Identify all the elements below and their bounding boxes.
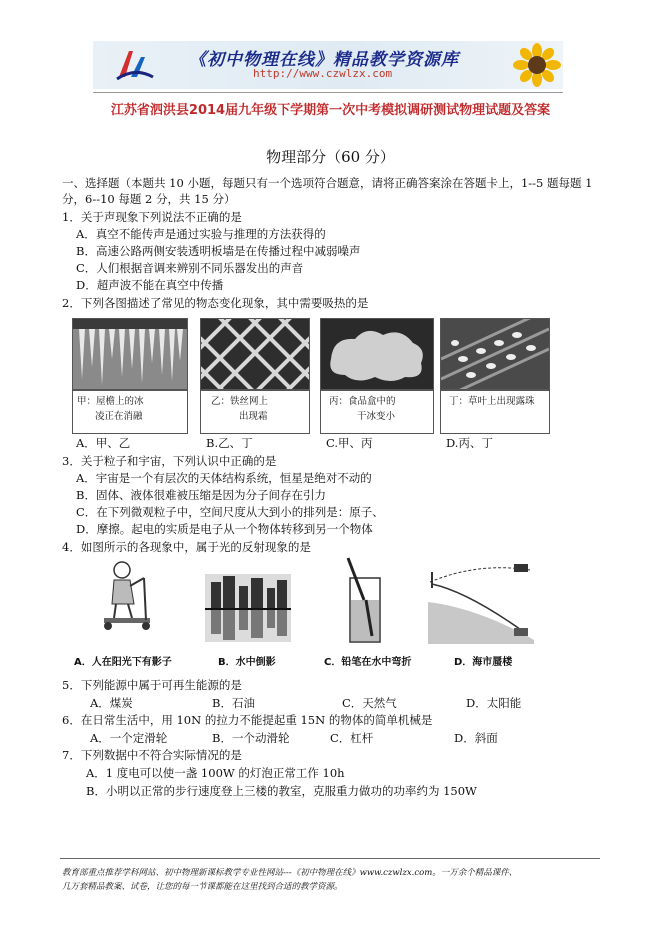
q2-option-a: A．甲、乙 — [76, 436, 131, 450]
q1-option-c: C．人们根据音调来辨别不同乐器发出的声音 — [76, 261, 304, 275]
q2-option-d: D.丙、丁 — [446, 436, 493, 450]
q2-caption-box-1 — [72, 390, 188, 434]
q5-option-b: B．石油 — [212, 696, 255, 710]
q2-caption-1-line-1: 甲：屋檐上的冰 — [77, 396, 144, 407]
banner-url[interactable]: http://www.czwlzx.com — [253, 67, 393, 80]
q1-stem: 1．关于声现象下列说法不正确的是 — [62, 210, 242, 224]
q1-option-a: A．真空不能传声是通过实验与推理的方法获得的 — [76, 227, 326, 241]
q2-caption-2-line-2: 出现霜 — [239, 411, 268, 422]
q2-caption-3-line-2: 干冰变小 — [357, 411, 396, 422]
q3-option-c: C．在下列微观粒子中，空间尺度从大到小的排列是：原子、 — [76, 505, 384, 519]
q4-figure-pencil-in-water — [344, 556, 386, 644]
q5-option-c: C．天然气 — [342, 696, 397, 710]
document-title: 江苏省泗洪县2014届九年级下学期第一次中考模拟调研测试物理试题及答案 — [110, 103, 551, 118]
q2-option-b: B.乙、丁 — [206, 436, 253, 450]
q3-option-a: A．宇宙是一个有层次的天体结构系统，恒星是绝对不动的 — [76, 471, 372, 485]
q4-caption-c: C．铅笔在水中弯折 — [324, 657, 412, 668]
q3-option-b: B．固体、液体很难被压缩是因为分子间存在引力 — [76, 488, 326, 502]
q5-option-a: A．煤炭 — [90, 696, 133, 710]
q2-caption-2-line-1: 乙：铁丝网上 — [211, 396, 269, 407]
q6-option-a: A．一个定滑轮 — [90, 731, 168, 745]
q7-option-a: A．1 度电可以使一盏 100W 的灯泡正常工作 10h — [86, 766, 345, 780]
q1-option-d: D．超声波不能在真空中传播 — [76, 278, 224, 292]
q4-caption-a: A．人在阳光下有影子 — [74, 657, 172, 668]
q7-stem: 7．下列数据中不符合实际情况的是 — [62, 748, 242, 762]
q2-photo-frost-fence — [200, 318, 310, 390]
q5-stem: 5．下列能源中属于可再生能源的是 — [62, 678, 242, 692]
q4-figure-mirage — [428, 562, 534, 644]
q4-figure-child-shadow — [96, 560, 158, 632]
q6-option-c: C．杠杆 — [330, 731, 374, 745]
instructions-line-1: 一、选择题（本题共 10 小题，每题只有一个选项符合题意，请将正确答案涂在答题卡上，1--5 题每题 1 — [62, 176, 593, 190]
q2-stem: 2．下列各图描述了常见的物态变化现象，其中需要吸热的是 — [62, 296, 369, 310]
banner-title: 《初中物理在线》精品教学资源库 — [189, 50, 459, 70]
q5-option-d: D．太阳能 — [466, 696, 522, 710]
section-title: 物理部分（60 分） — [266, 148, 395, 166]
q2-photo-dew-grass — [440, 318, 550, 390]
q6-option-d: D．斜面 — [454, 731, 498, 745]
q4-caption-d: D．海市蜃楼 — [454, 657, 513, 668]
instructions-line-2: 分，6--10 每题 2 分，共 15 分） — [62, 192, 236, 206]
q3-option-d: D．摩擦。起电的实质是电子从一个物体转移到另一个物体 — [76, 522, 373, 536]
q2-caption-box-4 — [440, 390, 550, 434]
q2-caption-1-line-2: 凌正在消融 — [95, 411, 143, 422]
q2-caption-box-2 — [200, 390, 310, 434]
q6-stem: 6．在日常生活中，用 10N 的拉力不能提起重 15N 的物体的简单机械是 — [62, 713, 433, 727]
header-banner — [93, 41, 563, 89]
q1-option-b: B．高速公路两侧安装透明板墙是在传播过程中减弱噪声 — [76, 244, 361, 258]
q4-stem: 4．如图所示的各现象中，属于光的反射现象的是 — [62, 540, 311, 554]
q2-caption-3-line-1: 丙：食品盒中的 — [329, 396, 396, 407]
q2-option-c: C.甲、丙 — [326, 436, 373, 450]
q2-caption-4-line-1: 丁：草叶上出现露珠 — [449, 396, 535, 407]
footer-line-1: 教育部重点推荐学科网站、初中物理新课标教学专业性网站---《初中物理在线》www.czwlzx.com。一万余个精品课件、 — [62, 868, 518, 878]
footer-divider — [60, 858, 600, 859]
q2-photo-dry-ice — [320, 318, 434, 390]
q2-caption-box-3 — [320, 390, 434, 434]
header-divider — [93, 92, 563, 93]
q7-option-b: B．小明以正常的步行速度登上三楼的教室，克服重力做功的功率约为 150W — [86, 784, 477, 798]
q6-option-b: B．一个动滑轮 — [212, 731, 290, 745]
q2-photo-icicles — [72, 318, 188, 390]
sunflower-icon — [513, 43, 561, 87]
q3-stem: 3．关于粒子和宇宙，下列认识中正确的是 — [62, 454, 277, 468]
site-logo-icon — [115, 47, 155, 83]
footer-line-2: 几万套精品教案、试卷，让您的每一节课都能在这里找到合适的教学资源。 — [62, 882, 343, 892]
q4-figure-reflection — [205, 574, 291, 642]
q4-caption-b: B．水中倒影 — [218, 657, 276, 668]
